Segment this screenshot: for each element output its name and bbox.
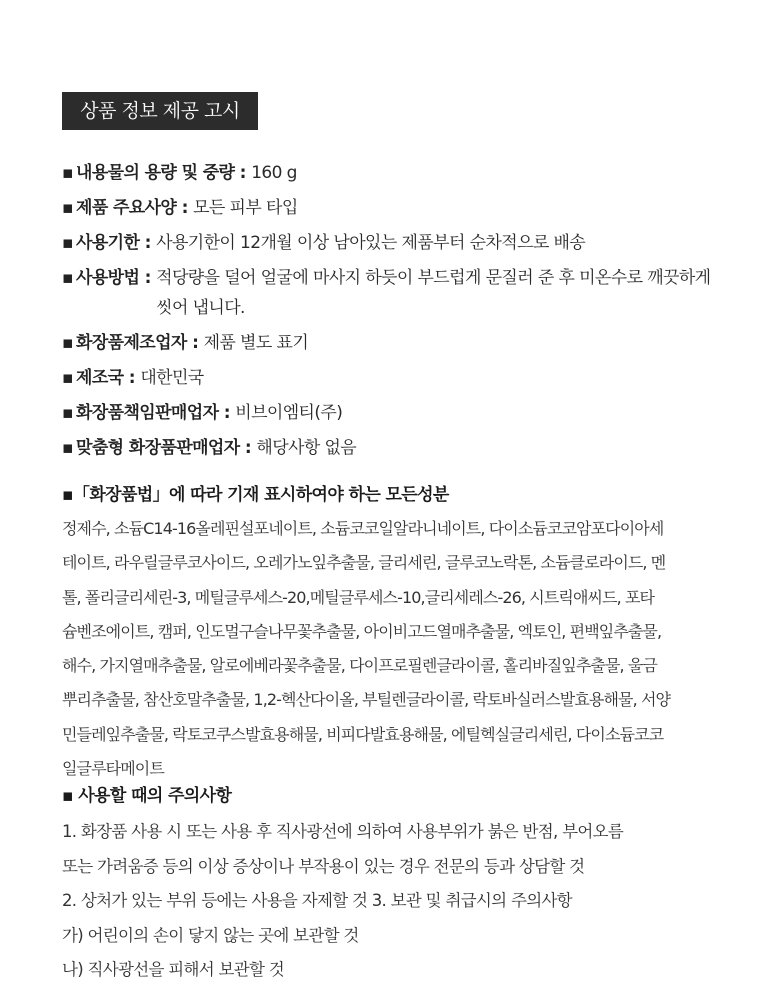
spec-row-custom-seller (62, 433, 762, 463)
spec-separator: : (176, 198, 194, 218)
ingredients-line: 뿌리추출물, 참산호말추출물, 1,2-헥산다이올, 부틸렌글라이콜, 락토바실러스발효용해물, 서양 (62, 690, 671, 710)
spec-row-expiry (62, 228, 762, 258)
cautions-title: ▪ 사용할 때의 주의사항 (62, 786, 232, 806)
spec-row-manufacturer (62, 328, 762, 358)
caution-line: 나) 직사광선을 피해서 보관할 것 (62, 960, 285, 979)
caution-line: 2. 상처가 있는 부위 등에는 사용을 자제할 것 3. 보관 및 취급시의 주의사항 (62, 891, 572, 910)
spec-label: 내용물의 용량 및 중량 (76, 163, 235, 183)
spec-value: 대한민국 (140, 368, 204, 388)
ingredients-line: 해수, 가지열매추출물, 알로에베라꽃추출물, 다이프로필렌글라이콜, 홀리바질잎추출물, 울금 (62, 656, 657, 676)
bullet-icon: ▪ (62, 438, 73, 458)
spec-separator: : (218, 403, 236, 423)
section-header-title: 상품 정보 제공 고시 (80, 100, 240, 122)
spec-separator: : (239, 438, 257, 458)
spec-separator: : (139, 268, 157, 288)
bullet-icon: ▪ (62, 333, 73, 353)
bullet-icon: ▪ (62, 368, 73, 388)
section-header-product-info (62, 92, 258, 130)
spec-value: 160 g (251, 163, 297, 183)
spec-value: 적당량을 덜어 얼굴에 마사지 하듯이 부드럽게 문질러 준 후 미온수로 깨끗하게 씻어 냅니다. (156, 268, 711, 318)
ingredients-line: 슘벤조에이트, 캠퍼, 인도멀구슬나무꽃추출물, 아이비고드열매추출물, 엑토인, 편백잎추출물, (62, 621, 662, 641)
spec-separator: : (186, 333, 204, 353)
caution-line: 또는 가려움증 등의 이상 증상이나 부작용이 있는 경우 전문의 등과 상담할 것 (62, 856, 585, 876)
spec-label: 화장품책임판매업자 (76, 403, 219, 423)
spec-label: 제품 주요사양 (76, 198, 177, 218)
bullet-icon: ▪ (62, 198, 73, 218)
spec-value: 해당사항 없음 (256, 438, 357, 458)
spec-value: 모든 피부 타입 (193, 198, 298, 218)
ingredients-line: 민들레잎추출물, 락토코쿠스발효용해물, 비피다발효용해물, 에틸헥실글리세린, 다이소듐코코 (62, 724, 664, 744)
spec-row-seller (62, 398, 762, 428)
spec-row-usage (62, 263, 762, 323)
caution-line: 1. 화장품 사용 시 또는 사용 후 직사광선에 의하여 사용부위가 붉은 반점, 부어오름 (62, 822, 624, 841)
spec-label: 사용방법 (76, 268, 140, 288)
bullet-icon: ▪ (62, 403, 73, 423)
spec-label: 화장품제조업자 (76, 333, 187, 353)
spec-row-volume (62, 158, 762, 188)
spec-separator: : (139, 233, 157, 253)
spec-value: 제품 별도 표기 (203, 333, 309, 353)
spec-separator: : (234, 163, 252, 183)
bullet-icon: ▪ (62, 268, 73, 288)
spec-label: 사용기한 (76, 233, 140, 253)
spec-row-country (62, 363, 762, 393)
ingredients-line: 정제수, 소듐C14-16올레핀설포네이트, 소듐코코일알라니네이트, 다이소듐코코암포다이아세 (62, 519, 664, 538)
ingredients-list (62, 512, 734, 786)
ingredients-line: 톨, 폴리글리세린-3, 메틸글루세스-20,메틸글루세스-10,글리세레스-26, 시트릭애씨드, 포타 (62, 587, 655, 607)
ingredients-line: 테이트, 라우릴글루코사이드, 오레가노잎추출물, 글리세린, 글루코노락톤, 소듐클로라이드, 멘 (62, 553, 666, 573)
product-spec-list (62, 158, 762, 468)
ingredients-line: 일글루타메이트 (62, 759, 164, 779)
bullet-icon: ▪ (62, 233, 73, 253)
spec-label: 맞춤형 화장품판매업자 (76, 438, 240, 458)
spec-separator: : (123, 368, 141, 388)
spec-row-main-spec (62, 193, 762, 223)
caution-line: 가) 어린이의 손이 닿지 않는 곳에 보관할 것 (62, 925, 359, 945)
spec-value: 비브이엠티(주) (235, 403, 343, 423)
ingredients-title: ▪「화장품법」에 따라 기재 표시하여야 하는 모든성분 (62, 485, 449, 505)
spec-label: 제조국 (76, 368, 124, 388)
bullet-icon: ▪ (62, 163, 73, 183)
spec-value: 사용기한이 12개월 이상 남아있는 제품부터 순차적으로 배송 (156, 233, 586, 253)
cautions-list (62, 815, 762, 988)
